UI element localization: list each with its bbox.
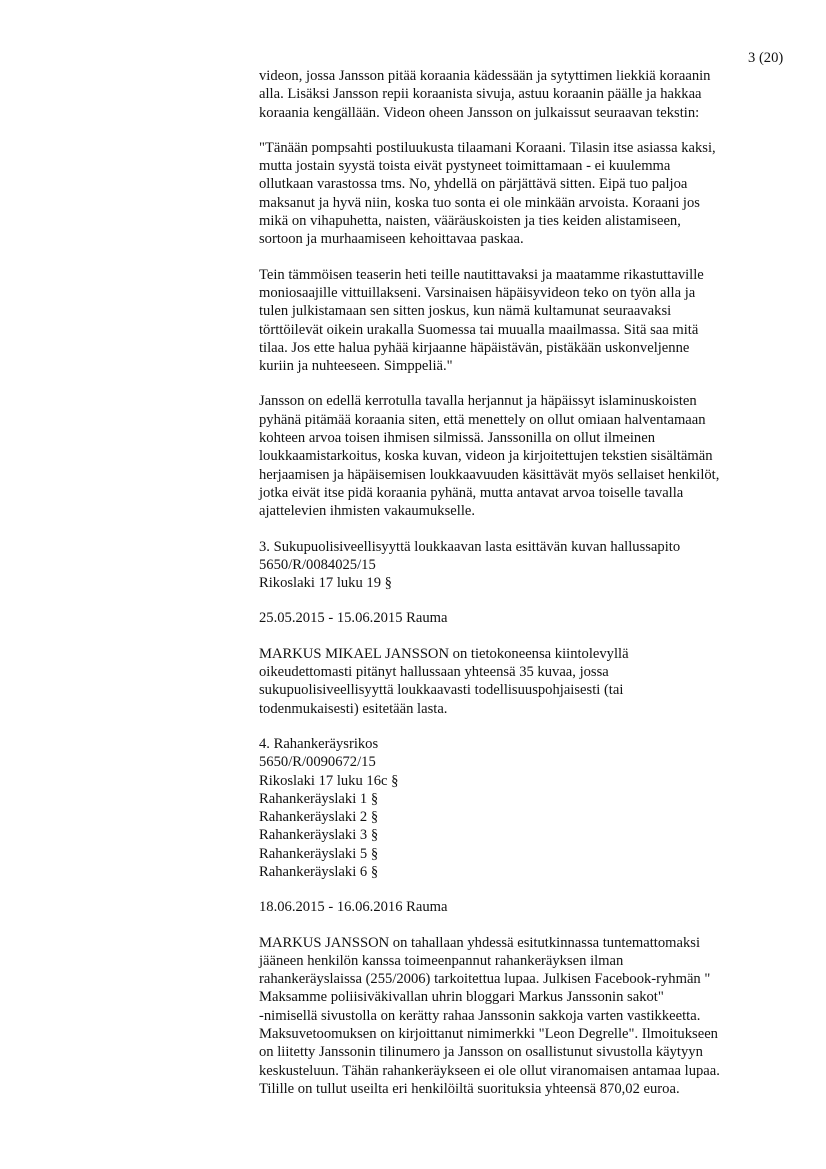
text-line: maksanut ja hyvä niin, koska tuo sonta ei ole minkään arvoista. Koraani jos: [259, 194, 700, 211]
text-line: sortoon ja murhaamiseen kehoittavaa paskaa.: [259, 231, 524, 248]
text-line: ollutkaan varastossa tms. No, yhdellä on pärjättävä sitten. Eipä tuo paljoa: [259, 176, 688, 193]
charge-3-heading: [259, 538, 799, 593]
text-line: todenmukaisesti) esitetään lasta.: [259, 700, 448, 717]
text-line: MARKUS JANSSON on tahallaan yhdessä esitutkinnassa tuntemattomaksi: [259, 934, 701, 951]
charge-4-date: [259, 898, 799, 916]
law-reference: Rahankeräyslaki 2 §: [259, 809, 379, 826]
text-line: tulen julkistamaan sen sitten joskus, kun nämä kultamunat seuraavaksi: [259, 303, 672, 320]
text-line: oikeudettomasti pitänyt hallussaan yhteensä 35 kuvaa, jossa: [259, 664, 609, 681]
text-line: -nimisellä sivustolla on kerätty rahaa Janssonin sakkoja varten vastikkeetta.: [259, 1007, 701, 1024]
text-line: Jansson on edellä kerrotulla tavalla herjannut ja häpäissyt islaminuskoisten: [259, 393, 697, 410]
paragraph-quote-2: [259, 266, 799, 376]
text-line: Tilille on tullut useilta eri henkilöiltä suorituksia yhteensä 870,02 euroa.: [259, 1080, 680, 1097]
text-line: "Tänään pompsahti postiluukusta tilaamani Koraani. Tilasin itse asiassa kaksi,: [259, 139, 716, 156]
document-body: [259, 67, 799, 1098]
text-line: ajattelevien ihmisten vakaumukselle.: [259, 503, 475, 520]
date-place: 18.06.2015 - 16.06.2016 Rauma: [259, 899, 448, 916]
text-line: tilaa. Jos ette halua pyhää kirjaanne häpäistävän, pistäkään uskonveljenne: [259, 339, 690, 356]
paragraph-video-description: [259, 67, 799, 122]
text-line: rahankeräyslaissa (255/2006) tarkoitettua lupaa. Julkisen Facebook-ryhmän ": [259, 971, 711, 988]
charge-title: 3. Sukupuolisiveellisyyttä loukkaavan lasta esittävän kuvan hallussapito: [259, 538, 681, 555]
text-line: koraania kengällään. Videon oheen Jansson on julkaissut seuraavan tekstin:: [259, 104, 700, 121]
law-reference: Rikoslaki 17 luku 16c §: [259, 772, 399, 789]
charge-3-description: [259, 645, 799, 718]
text-line: sukupuolisiveellisyyttä loukkaavasti todellisuuspohjaisesti (tai: [259, 682, 624, 699]
text-line: keskusteluun. Tähän rahankeräykseen ei ole ollut viranomaisen antamaa lupaa.: [259, 1062, 720, 1079]
text-line: alla. Lisäksi Jansson repii koraanista sivuja, astuu koraanin päälle ja hakkaa: [259, 86, 702, 103]
date-place: 25.05.2015 - 15.06.2015 Rauma: [259, 610, 448, 627]
law-reference: Rikoslaki 17 luku 19 §: [259, 575, 392, 592]
text-line: jääneen henkilön kanssa toimeenpannut rahankeräyksen ilman: [259, 952, 624, 969]
text-line: Maksamme poliisiväkivallan uhrin bloggari Markus Janssonin sakot": [259, 989, 664, 1006]
text-line: kuriin ja nuhteeseen. Simppeliä.": [259, 358, 453, 375]
text-line: Maksuvetoomuksen on kirjoittanut nimimerkki "Leon Degrelle". Ilmoitukseen: [259, 1026, 718, 1043]
text-line: kohteen arvoa toisen ihmisen silmissä. Janssonilla on ollut ilmeinen: [259, 430, 656, 447]
charge-4-description: [259, 934, 799, 1099]
page-number: 3 (20): [748, 50, 784, 66]
law-reference: Rahankeräyslaki 3 §: [259, 827, 379, 844]
law-reference: Rahankeräyslaki 6 §: [259, 863, 379, 880]
text-line: törttöilevät oikein urakalla Suomessa tai muualla maailmassa. Sitä saa mitä: [259, 321, 699, 338]
paragraph-assessment: [259, 392, 799, 520]
text-line: herjaamisen ja häpäisemisen loukkaavuuden käsittävät myös sellaiset henkilöt,: [259, 466, 720, 483]
paragraph-quote-1: [259, 139, 799, 249]
case-number: 5650/R/0084025/15: [259, 556, 376, 573]
text-line: Tein tämmöisen teaserin heti teille nautittavaksi ja maatamme rikastuttaville: [259, 266, 704, 283]
law-reference: Rahankeräyslaki 5 §: [259, 845, 379, 862]
text-line: moniosaajille vittuillakseni. Varsinaisen häpäisyvideon teko on työn alla ja: [259, 284, 696, 301]
charge-title: 4. Rahankeräysrikos: [259, 735, 379, 752]
text-line: MARKUS MIKAEL JANSSON on tietokoneensa kiintolevyllä: [259, 645, 629, 662]
text-line: pyhänä pitämää koraania siten, että menettely on ollut omiaan halventamaan: [259, 411, 706, 428]
text-line: on liitetty Janssonin tilinumero ja Jansson on osallistunut sivustolla käytyyn: [259, 1044, 703, 1061]
law-reference: Rahankeräyslaki 1 §: [259, 790, 379, 807]
charge-4-heading: [259, 735, 799, 881]
charge-3-date: [259, 609, 799, 627]
text-line: mutta jostain syystä toista eivät pystyneet toimittamaan - ei kuulemma: [259, 158, 671, 175]
case-number: 5650/R/0090672/15: [259, 754, 376, 771]
text-line: loukkaamistarkoitus, koska kuvan, videon ja kirjoitettujen tekstien sisältämän: [259, 448, 713, 465]
text-line: jotka eivät itse pidä koraania pyhänä, mutta antavat arvoa toiselle tavalla: [259, 484, 684, 501]
text-line: videon, jossa Jansson pitää koraania kädessään ja sytyttimen liekkiä koraanin: [259, 68, 711, 84]
text-line: mikä on vihapuhetta, naisten, vääräuskoisten ja ties keiden alistamiseen,: [259, 213, 681, 230]
